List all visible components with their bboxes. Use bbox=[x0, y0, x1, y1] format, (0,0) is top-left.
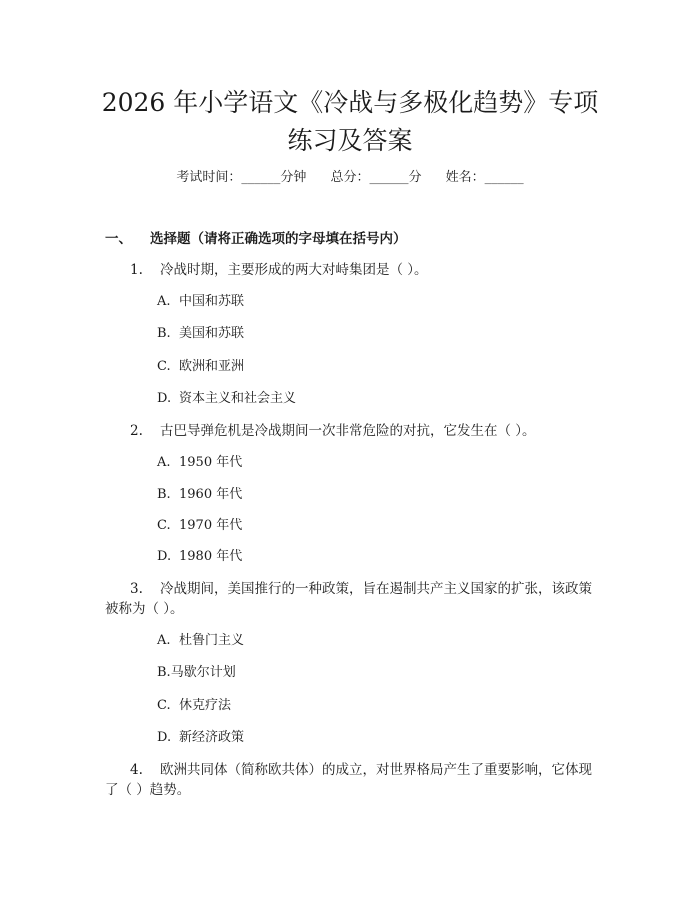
option-3b bbox=[157, 663, 236, 683]
section-number: 一、 bbox=[105, 231, 132, 247]
option-text: 欧洲和亚洲 bbox=[179, 359, 245, 374]
document-title bbox=[60, 84, 640, 160]
question-text-line-1: 冷战期间，美国推行的一种政策，旨在遏制共产主义国家的扩张，该政策 bbox=[160, 581, 592, 597]
option-text: 1970 年代 bbox=[179, 518, 243, 533]
student-name-field: 姓名：______ bbox=[445, 170, 524, 185]
option-3c bbox=[157, 696, 231, 716]
question-number: 3. bbox=[130, 581, 143, 597]
section-heading bbox=[105, 229, 407, 249]
exam-info bbox=[0, 168, 700, 188]
option-letter: B. bbox=[157, 326, 171, 341]
option-1b bbox=[157, 324, 244, 344]
option-letter: D. bbox=[157, 391, 172, 406]
option-1c bbox=[157, 357, 244, 377]
option-letter: B. bbox=[157, 665, 171, 680]
question-4 bbox=[130, 759, 592, 781]
option-letter: A. bbox=[157, 455, 171, 470]
section-title: 选择题（请将正确选项的字母填在括号内） bbox=[150, 231, 407, 247]
option-text: 休克疗法 bbox=[179, 698, 232, 713]
option-2c bbox=[157, 516, 242, 536]
question-number: 4. bbox=[130, 762, 143, 778]
option-2b bbox=[157, 485, 242, 505]
option-text: 马歇尔计划 bbox=[170, 665, 236, 680]
question-text-line-1: 欧洲共同体（简称欧共体）的成立，对世界格局产生了重要影响，它体现 bbox=[160, 762, 592, 778]
question-text: 冷战时期，主要形成的两大对峙集团是（ ）。 bbox=[160, 262, 428, 278]
option-3a bbox=[157, 631, 244, 651]
option-1a bbox=[157, 292, 244, 312]
title-line-2: 练习及答案 bbox=[287, 126, 413, 155]
option-2a bbox=[157, 453, 242, 473]
question-number: 1. bbox=[130, 262, 143, 278]
question-number: 2. bbox=[130, 423, 143, 439]
option-text: 1960 年代 bbox=[179, 487, 243, 502]
question-4-continued: 了（ ）趋势。 bbox=[105, 782, 191, 798]
question-2 bbox=[130, 420, 536, 442]
question-3-continued: 被称为（ ）。 bbox=[105, 601, 184, 617]
option-3d bbox=[157, 728, 244, 748]
option-letter: A. bbox=[157, 294, 171, 309]
option-letter: B. bbox=[157, 487, 171, 502]
exam-time-field: 考试时间：______分钟 bbox=[176, 170, 307, 185]
option-letter: A. bbox=[157, 633, 171, 648]
option-text: 1950 年代 bbox=[179, 455, 243, 470]
question-text: 古巴导弹危机是冷战期间一次非常危险的对抗，它发生在（ ）。 bbox=[160, 423, 536, 439]
option-2d bbox=[157, 547, 242, 567]
question-1 bbox=[130, 259, 428, 281]
option-letter: C. bbox=[157, 518, 171, 533]
title-line-1: 2026 年小学语文《冷战与多极化趋势》专项 bbox=[101, 88, 599, 117]
question-3 bbox=[130, 578, 592, 600]
option-text: 1980 年代 bbox=[179, 549, 243, 564]
option-letter: C. bbox=[157, 698, 171, 713]
option-text: 美国和苏联 bbox=[179, 326, 245, 341]
option-text: 中国和苏联 bbox=[179, 294, 245, 309]
option-text: 新经济政策 bbox=[179, 730, 245, 745]
option-letter: D. bbox=[157, 730, 172, 745]
option-text: 资本主义和社会主义 bbox=[179, 391, 297, 406]
option-1d bbox=[157, 389, 296, 409]
option-letter: D. bbox=[157, 549, 172, 564]
total-score-field: 总分：______分 bbox=[330, 170, 422, 185]
option-text: 杜鲁门主义 bbox=[179, 633, 245, 648]
option-letter: C. bbox=[157, 359, 171, 374]
